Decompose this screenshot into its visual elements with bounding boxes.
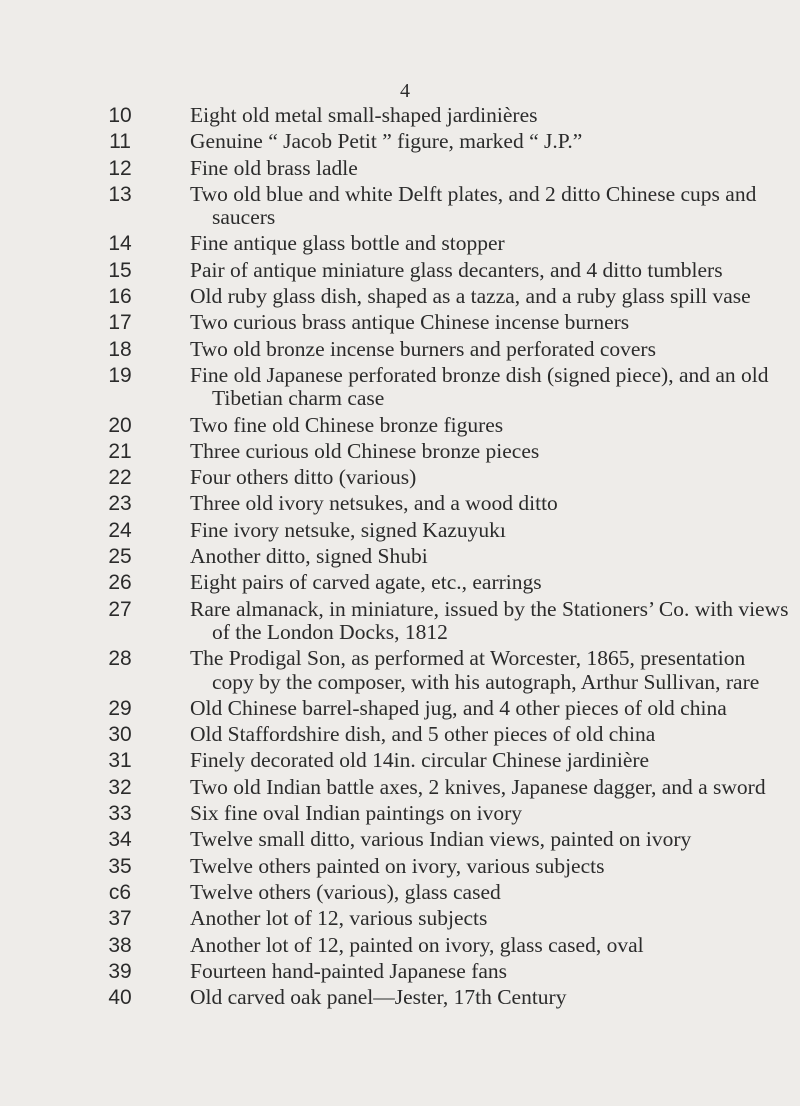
lot-number: 12 [108, 156, 132, 180]
lot-number: 21 [108, 439, 132, 463]
page-number: 4 [400, 80, 410, 102]
lot-description: The Prodigal Son, as performed at Worcester, 1865, presentation copy by the composer, with his autograph, Arthur Sullivan, rare [190, 646, 760, 694]
lot-entry [100, 545, 790, 568]
lot-description: Three curious old Chinese bronze pieces [190, 438, 540, 463]
lot-description: Four others ditto (various) [190, 465, 417, 490]
lot-description: Pair of antique miniature glass decanters, and 4 ditto tumblers [190, 257, 723, 282]
lot-number: 35 [108, 854, 132, 878]
lot-number: 17 [108, 311, 132, 335]
lot-entry [100, 960, 790, 983]
lot-entry [100, 414, 790, 437]
lot-description: Fine ivory netsuke, signed Kazuyukı [190, 517, 506, 542]
lot-number: 32 [108, 775, 132, 799]
lot-entry [100, 466, 790, 489]
lot-number: 11 [109, 130, 131, 154]
lot-entry [100, 855, 790, 878]
lot-description: Six fine oval Indian paintings on ivory [190, 801, 523, 826]
lot-entry [100, 571, 790, 594]
lot-entry [100, 440, 790, 463]
lot-number: 27 [108, 597, 132, 621]
lot-number: 26 [108, 571, 132, 595]
lot-number: 39 [108, 959, 132, 983]
lot-description: Another lot of 12, painted on ivory, glass cased, oval [190, 932, 644, 957]
lot-entry [100, 232, 790, 255]
lot-entry [100, 907, 790, 930]
lot-number: 40 [108, 986, 132, 1010]
lot-entry [100, 364, 790, 411]
lot-entry [100, 723, 790, 746]
lot-entry [100, 881, 790, 904]
lot-number: 38 [108, 933, 132, 957]
lot-description: Two old blue and white Delft plates, and 2 ditto Chinese cups and saucers [190, 181, 757, 230]
lot-description: Fine old Japanese perforated bronze dish (signed piece), and an old Tibetian charm case [190, 362, 769, 411]
lot-description: Genuine “ Jacob Petit ” figure, marked “ J.P.” [190, 129, 583, 154]
lot-number: 31 [108, 749, 132, 773]
lot-number: 15 [108, 258, 132, 282]
lot-number: 14 [108, 232, 132, 256]
lot-entry [100, 802, 790, 825]
lot-description: Two fine old Chinese bronze figures [190, 412, 504, 437]
lot-description: Another lot of 12, various subjects [190, 906, 488, 931]
lot-number: 16 [108, 285, 132, 309]
lot-entry [100, 104, 790, 127]
lot-entry [100, 519, 790, 542]
lot-number: 33 [108, 802, 132, 826]
lot-number: 28 [108, 647, 132, 671]
lot-description: Fine old brass ladle [190, 155, 358, 180]
lot-description: Old carved oak panel—Jester, 17th Century [190, 985, 567, 1010]
lot-entry [100, 986, 790, 1009]
lot-entry [100, 828, 790, 851]
lot-number: 37 [108, 907, 132, 931]
lot-description: Another ditto, signed Shubi [190, 544, 428, 569]
lot-description: Rare almanack, in miniature, issued by the Stationers’ Co. with views of the London Docks, 1812 [190, 596, 789, 644]
lot-description: Twelve others (various), glass cased [190, 879, 501, 904]
lot-number: c6 [108, 880, 132, 904]
lot-number: 25 [108, 545, 132, 569]
lot-entry [100, 259, 790, 282]
lot-description: Fourteen hand-painted Japanese fans [190, 958, 508, 983]
lot-number: 10 [108, 104, 132, 127]
lot-description: Three old ivory netsukes, and a wood ditto [190, 491, 558, 516]
lot-entry [100, 776, 790, 799]
lot-entry [100, 697, 790, 720]
lot-description: Finely decorated old 14in. circular Chinese jardinière [190, 748, 650, 773]
lot-entry [100, 157, 790, 180]
lot-description: Two old bronze incense burners and perforated covers [190, 336, 656, 361]
lot-entry [100, 647, 790, 694]
lot-number: 22 [108, 466, 132, 490]
lot-number: 24 [108, 518, 132, 542]
lot-description: Twelve others painted on ivory, various subjects [190, 853, 605, 878]
lot-list [100, 104, 790, 1012]
lot-entry [100, 311, 790, 334]
lot-entry [100, 130, 790, 153]
lot-entry [100, 598, 790, 645]
lot-number: 34 [108, 828, 132, 852]
lot-number: 13 [108, 182, 132, 206]
lot-description: Twelve small ditto, various Indian views, painted on ivory [190, 827, 692, 852]
lot-entry [100, 285, 790, 308]
lot-number: 19 [108, 363, 132, 387]
lot-number: 18 [108, 337, 132, 361]
lot-number: 29 [108, 696, 132, 720]
lot-entry [100, 183, 790, 230]
lot-description: Two curious brass antique Chinese incense burners [190, 310, 630, 335]
lot-description: Old Chinese barrel-shaped jug, and 4 other pieces of old china [190, 695, 727, 720]
lot-description: Eight old metal small-shaped jardinières [190, 103, 538, 127]
lot-number: 30 [108, 723, 132, 747]
lot-entry [100, 749, 790, 772]
lot-entry [100, 934, 790, 957]
lot-number: 23 [108, 492, 132, 516]
lot-entry [100, 338, 790, 361]
lot-entry [100, 492, 790, 515]
lot-description: Eight pairs of carved agate, etc., earrings [190, 570, 542, 595]
lot-description: Old Staffordshire dish, and 5 other pieces of old china [190, 722, 656, 747]
lot-description: Fine antique glass bottle and stopper [190, 231, 505, 256]
lot-number: 20 [108, 413, 132, 437]
lot-description: Old ruby glass dish, shaped as a tazza, and a ruby glass spill vase [190, 284, 751, 309]
lot-description: Two old Indian battle axes, 2 knives, Japanese dagger, and a sword [190, 774, 766, 799]
